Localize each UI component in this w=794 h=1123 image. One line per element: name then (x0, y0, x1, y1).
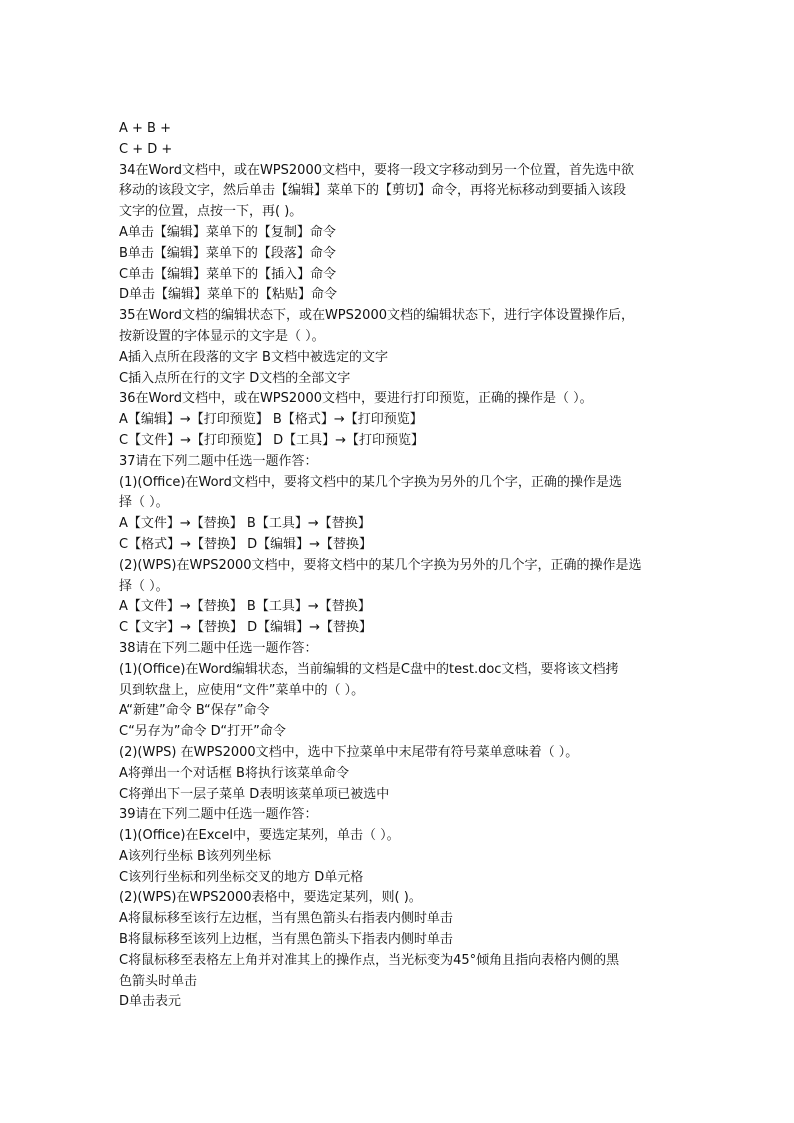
question-38-text: 38请在下列二题中任选一题作答： (119, 640, 318, 656)
options-cd: C【文件】→【打印预览】 D【工具】→【打印预览】 (119, 432, 425, 448)
option-a: A单击【编辑】菜单下的【复制】命令 (119, 224, 336, 240)
text-line: (2)(WPS)在WPS2000表格中，要选定某列，则( )。 (119, 890, 422, 906)
options-ab: A“新建”命令 B“保存”命令 (119, 703, 270, 719)
options-ab: A【文件】→【替换】 B【工具】→【替换】 (119, 599, 371, 615)
text-line: (2)(WPS)在WPS2000文档中，要将文档中的某几个字换为另外的几个字，正确的操作是选 (119, 557, 642, 573)
text-line: (1)(Office)在Word编辑状态，当前编辑的文档是C盘中的test.doc文档，要将该文档拷 (119, 661, 619, 677)
options-cd: C【文字】→【替换】 D【编辑】→【替换】 (119, 620, 373, 636)
text-line: 文字的位置，点按一下，再( )。 (119, 204, 303, 220)
options-cd: C“另存为”命令 D“打开”命令 (119, 724, 286, 740)
text-line: (1)(Office)在Excel中，要选定某列，单击（ ）。 (119, 828, 400, 844)
option-c: C将鼠标移至表格左上角并对准其上的操作点，当光标变为45°倾角且指向表格内侧的黑 (119, 952, 620, 968)
option-c: C单击【编辑】菜单下的【插入】命令 (119, 266, 337, 282)
options-ab: A插入点所在段落的文字 B文档中被选定的文字 (119, 349, 388, 365)
text-line: 按新设置的字体显示的文字是（ ）。 (119, 328, 325, 344)
text-line: 贝到软盘上，应使用“文件”菜单中的（ ）。 (119, 682, 365, 698)
options-ab: A该列行坐标 B该列列坐标 (119, 848, 271, 864)
question-39-text: 39请在下列二题中任选一题作答： (119, 807, 318, 823)
options-cd: C将弹出下一层子菜单 D表明该菜单项已被选中 (119, 786, 390, 802)
question-34-text: 34在Word文档中，或在WPS2000文档中，要将一段文字移动到另一个位置，首先选中欲 (119, 162, 634, 178)
options-ab: A【编辑】→【打印预览】 B【格式】→【打印预览】 (119, 412, 423, 428)
options-cd: C【格式】→【替换】 D【编辑】→【替换】 (119, 536, 373, 552)
options-cd: C插入点所在行的文字 D文档的全部文字 (119, 370, 351, 386)
text-line: 择（ ）。 (119, 578, 169, 594)
option-a: A将鼠标移至该行左边框，当有黑色箭头右指表内侧时单击 (119, 911, 453, 927)
document-body (119, 119, 679, 1013)
text-line: 择（ ）。 (119, 495, 169, 511)
text-line: C + D + (119, 141, 173, 157)
text-line: A + B + (119, 121, 171, 136)
options-ab: A将弹出一个对话框 B将执行该菜单命令 (119, 765, 349, 781)
options-cd: C该列行坐标和列坐标交叉的地方 D单元格 (119, 869, 364, 885)
question-36-text: 36在Word文档中，或在WPS2000文档中，要进行打印预览，正确的操作是（ ）。 (119, 391, 593, 407)
option-d: D单击【编辑】菜单下的【粘贴】命令 (119, 287, 338, 303)
option-b: B单击【编辑】菜单下的【段落】命令 (119, 245, 336, 261)
text-line: (1)(Office)在Word文档中，要将文档中的某几个字换为另外的几个字，正确的操作是选 (119, 474, 622, 490)
question-37-text: 37请在下列二题中任选一题作答： (119, 453, 318, 469)
text-line: 移动的该段文字，然后单击【编辑】菜单下的【剪切】命令，再将光标移动到要插入该段 (119, 183, 627, 199)
question-35-text: 35在Word文档的编辑状态下，或在WPS2000文档的编辑状态下，进行字体设置操作后， (119, 308, 634, 324)
option-b: B将鼠标移至该列上边框，当有黑色箭头下指表内侧时单击 (119, 932, 453, 948)
option-d: D单击表元 (119, 994, 182, 1010)
text-line: 色箭头时单击 (119, 973, 198, 989)
text-line: (2)(WPS) 在WPS2000文档中，选中下拉菜单中末尾带有符号菜单意味着（ ）。 (119, 744, 579, 760)
options-ab: A【文件】→【替换】 B【工具】→【替换】 (119, 516, 371, 532)
